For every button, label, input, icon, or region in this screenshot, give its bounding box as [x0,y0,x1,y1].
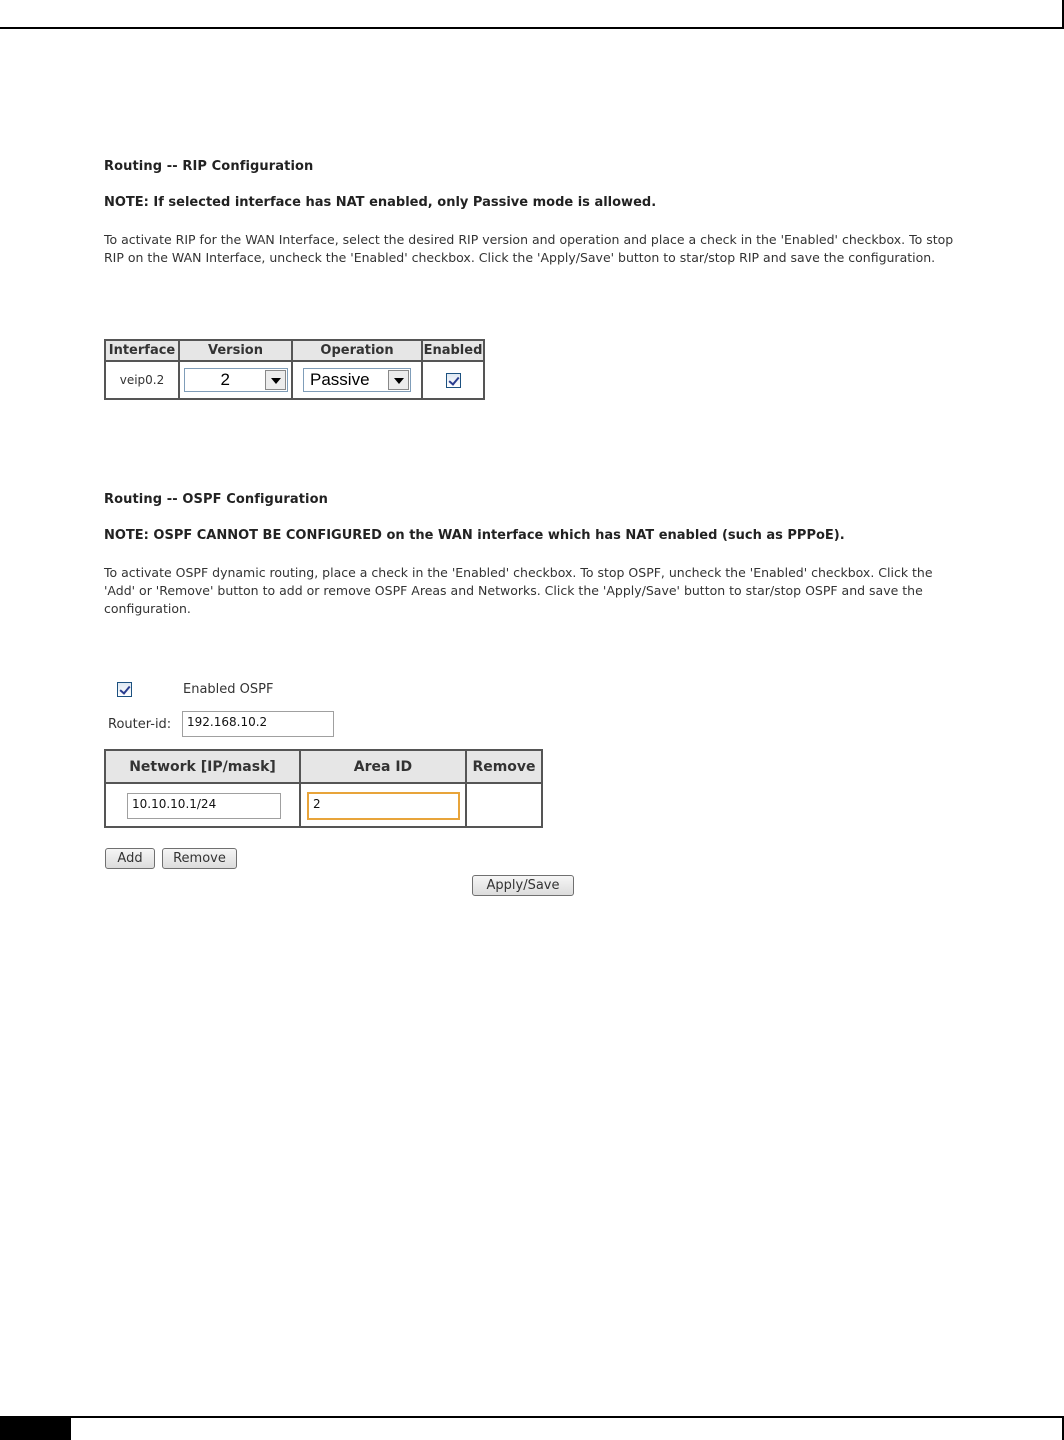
rip-description: To activate RIP for the WAN Interface, select the desired RIP version and operation and place a check in the 'Enabled' checkbox. To stop RIP on the WAN Interface, uncheck the 'Enabled' checkbox. Click the 'Apply/Save' button to star/stop RIP and save the configuration. [104,232,954,265]
rip-operation-cell [292,361,422,399]
remove-button[interactable]: Remove [162,848,237,869]
ospf-remove-cell [466,783,542,827]
chevron-down-icon[interactable] [388,370,409,390]
add-button[interactable]: Add [105,848,155,869]
ospf-section-title: Routing -- OSPF Configuration [104,492,328,507]
table-row [105,783,542,827]
rip-col-operation: Operation [292,340,422,361]
ospf-description: To activate OSPF dynamic routing, place a check in the 'Enabled' checkbox. To stop OSPF, uncheck the 'Enabled' checkbox. Click the 'Add' or 'Remove' button to add or remove OSPF Areas and Networks. Click the 'Apply/Save' button to star/stop OSPF and save the configuration. [104,565,933,616]
rip-operation-select[interactable] [303,368,411,392]
network-ip-mask-input[interactable]: 10.10.10.1/24 [127,793,281,819]
table-row [105,361,484,399]
ospf-col-area-id: Area ID [300,750,466,783]
rip-table [104,339,485,400]
ospf-note: NOTE: OSPF CANNOT BE CONFIGURED on the WAN interface which has NAT enabled (such as PPPoE). [104,528,845,543]
rip-operation-value: Passive [310,370,370,389]
chevron-down-icon[interactable] [265,370,286,390]
area-id-input[interactable]: 2 [307,792,460,820]
router-id-input[interactable]: 192.168.10.2 [182,711,334,737]
rip-col-version: Version [179,340,292,361]
rip-col-interface: Interface [105,340,179,361]
page-header-border [0,0,1064,29]
rip-version-cell [179,361,292,399]
ospf-enabled-label: Enabled OSPF [183,682,274,697]
rip-enabled-checkbox[interactable] [446,373,461,388]
ospf-col-remove: Remove [466,750,542,783]
router-id-label: Router-id: [108,717,172,732]
ospf-table-header [105,750,542,783]
ospf-area-cell [300,783,466,827]
page-footer-border [0,1416,1064,1418]
rip-col-enabled: Enabled [422,340,484,361]
rip-version-select[interactable] [184,368,288,392]
rip-note: NOTE: If selected interface has NAT enabled, only Passive mode is allowed. [104,195,657,210]
rip-enabled-cell [422,361,484,399]
ospf-network-cell [105,783,300,827]
ospf-network-table [104,749,543,828]
apply-save-button[interactable]: Apply/Save [472,875,574,896]
rip-version-value: 2 [220,370,230,389]
ospf-enabled-checkbox[interactable] [117,682,132,697]
page-number-block [0,1418,71,1440]
rip-section-title: Routing -- RIP Configuration [104,159,314,174]
rip-interface-cell: veip0.2 [105,361,179,399]
rip-table-header [105,340,484,361]
ospf-col-network: Network [IP/mask] [105,750,300,783]
